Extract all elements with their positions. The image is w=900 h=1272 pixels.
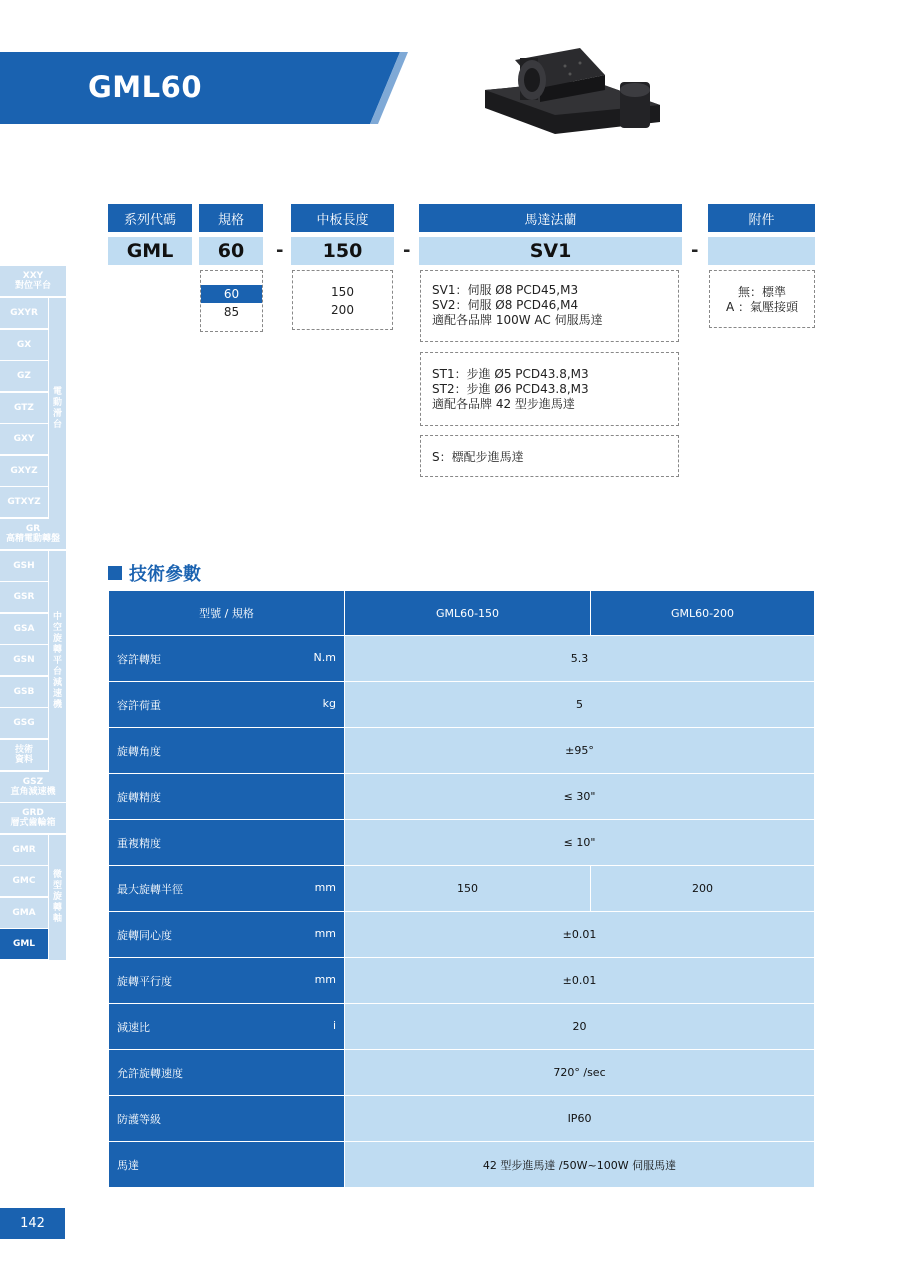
sidebar-item-tech-data[interactable]: 技術 資料	[0, 740, 48, 771]
sidebar-item-gsg[interactable]: GSG	[0, 708, 48, 739]
row-unit: mm	[314, 972, 336, 986]
sidebar-item-gtz[interactable]: GTZ	[0, 393, 48, 424]
table-row	[109, 912, 815, 958]
spec-table	[108, 590, 815, 1188]
value-accessory	[708, 237, 815, 265]
row-value: ±95°	[345, 728, 815, 774]
row-label-text: 旋轉精度	[117, 790, 161, 804]
row-label	[109, 912, 345, 958]
product-image	[470, 30, 680, 150]
row-value: 720° /sec	[345, 1050, 815, 1096]
sidebar-item-gma[interactable]: GMA	[0, 898, 48, 929]
table-header-row	[109, 591, 815, 636]
sidebar-item-gsn[interactable]: GSN	[0, 645, 48, 676]
table-row	[109, 1142, 815, 1188]
row-value: ±0.01	[345, 912, 815, 958]
table-header: 型號 / 規格	[109, 591, 345, 636]
length-option: 150	[331, 285, 354, 299]
row-label	[109, 1004, 345, 1050]
length-option: 200	[331, 303, 354, 317]
spec-option: 60	[201, 285, 262, 303]
row-value: 5	[345, 682, 815, 728]
row-value: 200	[591, 866, 815, 912]
row-value: 20	[345, 1004, 815, 1050]
table-row	[109, 1050, 815, 1096]
row-unit: i	[332, 1018, 336, 1032]
title-banner	[0, 52, 402, 124]
row-label-text: 容許轉矩	[117, 652, 161, 666]
table-row	[109, 958, 815, 1004]
row-label	[109, 728, 345, 774]
flange-standard-box	[420, 435, 679, 477]
table-header: GML60-200	[591, 591, 815, 636]
row-label	[109, 866, 345, 912]
page-number: 142	[0, 1208, 65, 1239]
table-row	[109, 728, 815, 774]
flange-stepper-box	[420, 352, 679, 426]
header-plate-length: 中板長度	[291, 204, 394, 232]
sidebar-item-gx[interactable]: GX	[0, 330, 48, 361]
row-unit: N.m	[313, 650, 336, 664]
row-value: ≤ 10"	[345, 820, 815, 866]
flange-option: S：標配步進馬達	[432, 450, 524, 464]
flange-option: ST1：步進 Ø5 PCD43.8,M3	[432, 367, 589, 381]
row-unit: mm	[314, 880, 336, 894]
flange-option: SV2：伺服 Ø8 PCD46,M4	[432, 298, 579, 312]
value-series-code: GML	[108, 237, 192, 265]
sidebar-item-gsz[interactable]: GSZ 直角減速機	[0, 772, 66, 803]
sidebar-item-gsh[interactable]: GSH	[0, 551, 48, 582]
sidebar-item-gsb[interactable]: GSB	[0, 677, 48, 708]
row-unit: mm	[314, 926, 336, 940]
sidebar-item-grd[interactable]: GRD 層式齒輪箱	[0, 803, 66, 834]
row-label-text: 馬達	[117, 1158, 139, 1172]
row-label-text: 最大旋轉半徑	[117, 882, 183, 896]
sidebar-group-hollow-rotary: 中 空 旋 轉 平 台 減 速 機	[48, 551, 66, 772]
spec-options-box	[200, 270, 263, 332]
table-row	[109, 682, 815, 728]
page-title: GML60	[88, 70, 202, 104]
sidebar-item-gsa[interactable]: GSA	[0, 614, 48, 645]
row-value: ≤ 30"	[345, 774, 815, 820]
row-value: 5.3	[345, 636, 815, 682]
row-label-text: 旋轉角度	[117, 744, 161, 758]
row-unit: kg	[322, 696, 336, 710]
dash-separator: -	[276, 240, 284, 261]
table-header: GML60-150	[345, 591, 591, 636]
value-motor-flange: SV1	[419, 237, 682, 265]
row-value: ±0.01	[345, 958, 815, 1004]
flange-option: ST2：步進 Ø6 PCD43.8,M3	[432, 382, 589, 396]
header-series-code: 系列代碼	[108, 204, 192, 232]
table-row	[109, 1096, 815, 1142]
row-label	[109, 958, 345, 1004]
accessory-option: A ：氣壓接頭	[725, 300, 799, 314]
sidebar-item-gz[interactable]: GZ	[0, 361, 48, 392]
sidebar-group-micro-rotary: 微 型 旋 轉 軸	[48, 835, 66, 960]
sidebar-item-gmr[interactable]: GMR	[0, 835, 48, 866]
dash-separator: -	[691, 240, 699, 261]
row-label-text: 容許荷重	[117, 698, 161, 712]
row-value: 42 型步進馬達 /50W~100W 伺服馬達	[345, 1142, 815, 1188]
table-row	[109, 866, 815, 912]
row-label	[109, 1142, 345, 1188]
table-row	[109, 774, 815, 820]
value-plate-length: 150	[291, 237, 394, 265]
table-row	[109, 636, 815, 682]
row-label	[109, 1096, 345, 1142]
sidebar-item-gr[interactable]: GR 高精電動轉盤	[0, 519, 66, 550]
flange-servo-box	[420, 270, 679, 342]
row-label	[109, 636, 345, 682]
value-spec: 60	[199, 237, 263, 265]
sidebar-item-gml[interactable]: GML	[0, 929, 48, 960]
row-label	[109, 774, 345, 820]
header-motor-flange: 馬達法蘭	[419, 204, 682, 232]
table-row	[109, 1004, 815, 1050]
sidebar-group-electric-slide: 電 動 滑 台	[48, 298, 66, 519]
accessory-options-box	[709, 270, 815, 328]
accessory-option: 無：標準	[737, 285, 786, 299]
sidebar-item-gxy[interactable]: GXY	[0, 424, 48, 455]
flange-option: 適配各品牌 42 型步進馬達	[432, 397, 575, 411]
row-label-text: 允許旋轉速度	[117, 1066, 183, 1080]
flange-option: 適配各品牌 100W AC 伺服馬達	[432, 313, 603, 327]
row-label-text: 旋轉同心度	[117, 928, 172, 942]
row-label-text: 重複精度	[117, 836, 161, 850]
row-label-text: 旋轉平行度	[117, 974, 172, 988]
row-label	[109, 1050, 345, 1096]
section-title	[108, 560, 201, 586]
row-label-text: 防護等級	[117, 1112, 161, 1126]
table-row	[109, 820, 815, 866]
row-label	[109, 820, 345, 866]
section-title-text: 技術參數	[129, 564, 201, 585]
header-accessory: 附件	[708, 204, 815, 232]
row-value: 150	[345, 866, 591, 912]
sidebar-item-gxyz[interactable]: GXYZ	[0, 456, 48, 487]
spec-option: 85	[223, 305, 240, 319]
row-value: IP60	[345, 1096, 815, 1142]
sidebar-item-gtxyz[interactable]: GTXYZ	[0, 487, 48, 518]
row-label-text: 減速比	[117, 1020, 150, 1034]
header-spec: 規格	[199, 204, 263, 232]
length-options-box	[292, 270, 393, 330]
flange-option: SV1：伺服 Ø8 PCD45,M3	[432, 283, 579, 297]
sidebar-item-gsr[interactable]: GSR	[0, 582, 48, 613]
square-bullet-icon	[108, 566, 122, 580]
sidebar-item-gmc[interactable]: GMC	[0, 866, 48, 897]
row-label	[109, 682, 345, 728]
dash-separator: -	[403, 240, 411, 261]
sidebar-item-gxyr[interactable]: GXYR	[0, 298, 48, 329]
sidebar-item-xxy[interactable]: XXY 對位平台	[0, 266, 66, 297]
